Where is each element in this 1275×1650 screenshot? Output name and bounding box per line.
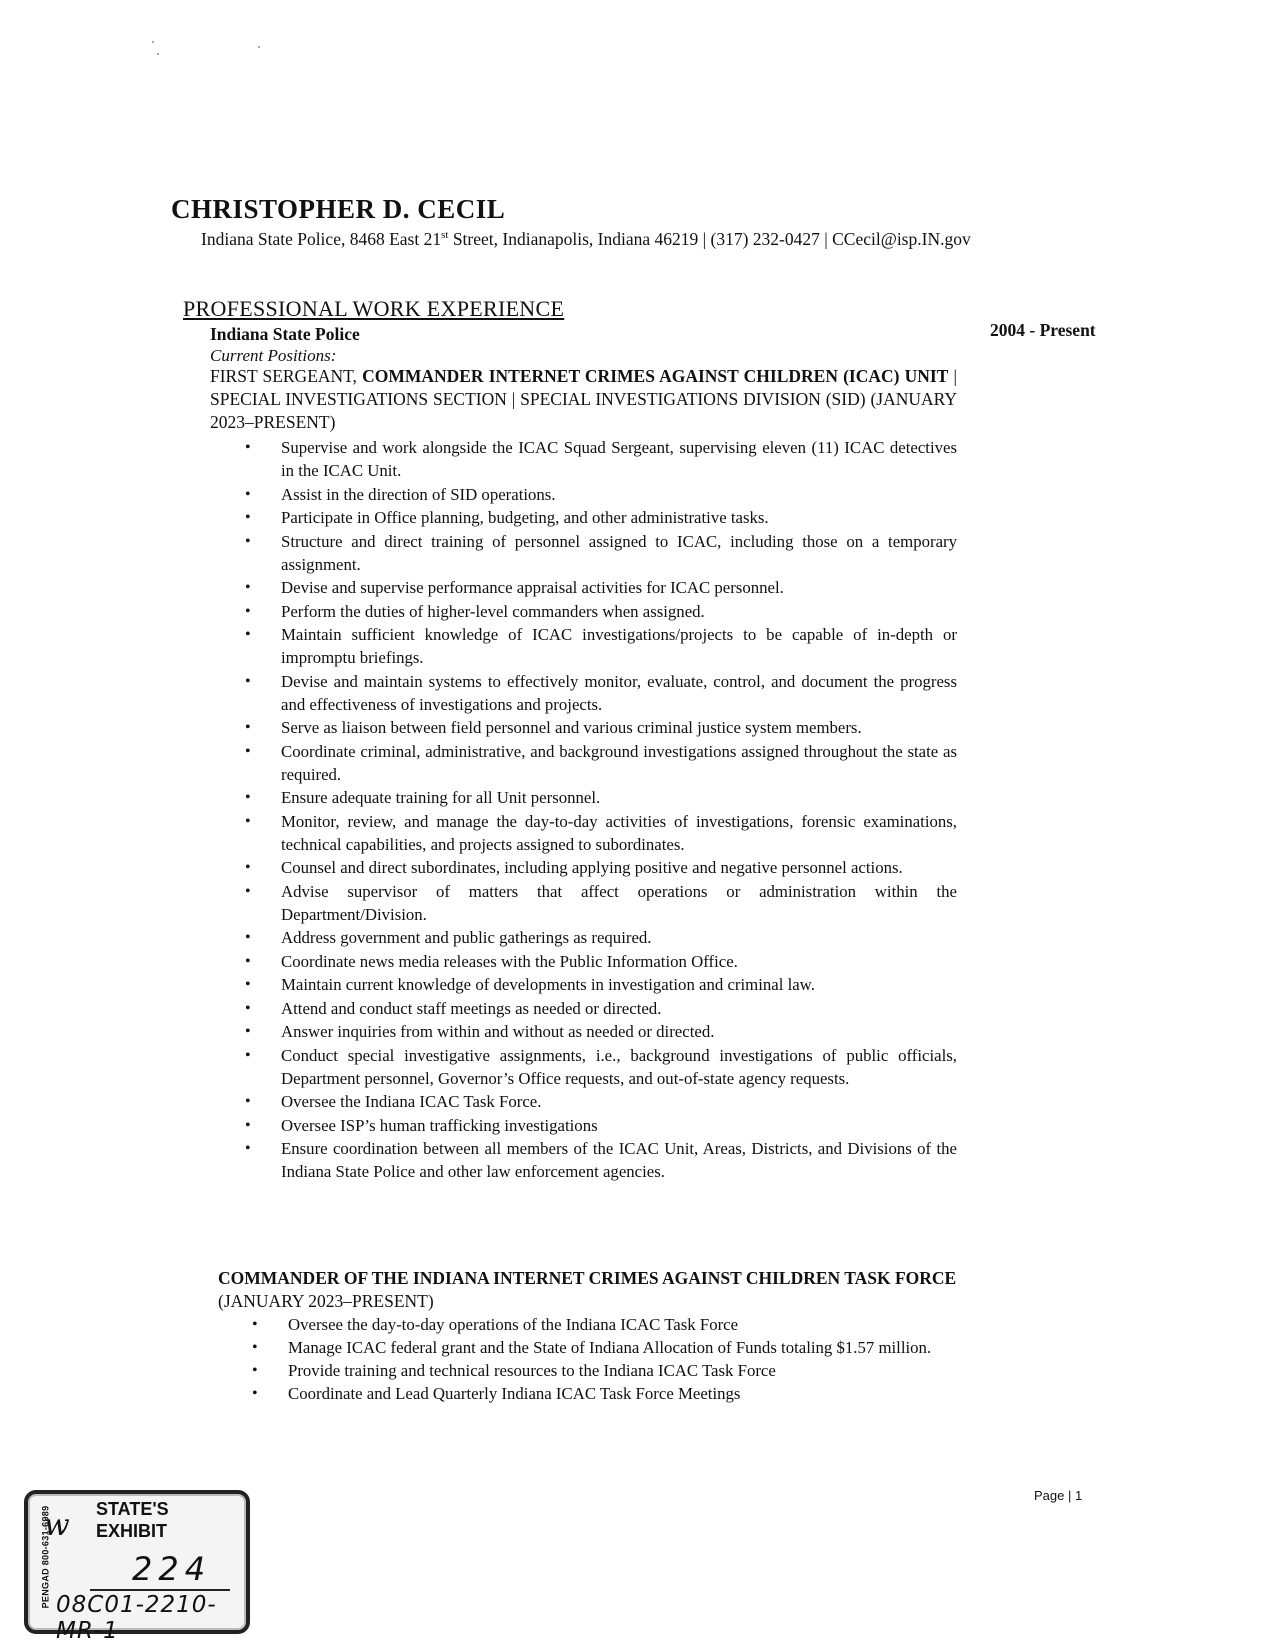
taskforce-duties-list — [288, 1313, 940, 1405]
position-title — [210, 365, 957, 434]
sticker-vendor-code: PENGAD 800-631-6989 — [40, 1505, 51, 1609]
list-item: • Structure and direct training of personnel assigned to ICAC, including those on a temporary assignment. — [281, 530, 957, 576]
sticker-title-line1: STATE'S — [96, 1499, 169, 1519]
list-item: • Maintain sufficient knowledge of ICAC investigations/projects to be capable of in-depth or impromptu briefings. — [281, 623, 957, 669]
page-number: Page | 1 — [1034, 1488, 1083, 1503]
list-item: • Participate in Office planning, budgeting, and other administrative tasks. — [281, 506, 957, 529]
list-item: • Oversee the day-to-day operations of the Indiana ICAC Task Force — [288, 1313, 940, 1336]
list-item: • Supervise and work alongside the ICAC Squad Sergeant, supervising eleven (11) ICAC detectives in the ICAC Unit. — [281, 436, 957, 482]
position-unit: COMMANDER INTERNET CRIMES AGAINST CHILDREN (ICAC) UNIT — [362, 366, 949, 386]
current-positions-label: Current Positions: — [210, 346, 337, 365]
case-number: 08C01-2210-MR-1 — [56, 1592, 217, 1644]
list-item: • Oversee ISP’s human trafficking investigations — [281, 1114, 957, 1137]
taskforce-dates: (JANUARY 2023–PRESENT) — [218, 1291, 434, 1311]
list-item: • Coordinate criminal, administrative, and background investigations assigned throughout the state as required. — [281, 740, 957, 786]
list-item: • Monitor, review, and manage the day-to-day activities of investigations, forensic examinations, technical capabilities, and projects assigned to subordinates. — [281, 810, 957, 856]
list-item: • Address government and public gatherings as required. — [281, 926, 957, 949]
duties-list — [281, 436, 957, 1184]
sticker-initials: w — [44, 1508, 70, 1543]
contact-ordinal: st — [441, 229, 449, 242]
list-item: • Maintain current knowledge of developments in investigation and criminal law. — [281, 973, 957, 996]
contact-line — [201, 229, 971, 250]
exhibit-sticker — [24, 1490, 250, 1644]
employment-dates: 2004 - Present — [990, 320, 1096, 340]
sticker-title — [96, 1498, 169, 1542]
position-rank: FIRST SERGEANT, — [210, 366, 363, 386]
list-item: • Assist in the direction of SID operations. — [281, 483, 957, 506]
list-item: • Provide training and technical resources to the Indiana ICAC Task Force — [288, 1359, 940, 1382]
list-item: • Counsel and direct subordinates, including applying positive and negative personnel actions. — [281, 856, 957, 879]
contact-details: Street, Indianapolis, Indiana 46219 | (317) 232-0427 | CCecil@isp.IN.gov — [448, 229, 971, 249]
exhibit-number: 224 — [132, 1550, 212, 1588]
list-item: • Answer inquiries from within and without as needed or directed. — [281, 1020, 957, 1043]
list-item: • Serve as liaison between field personnel and various criminal justice system members. — [281, 716, 957, 739]
taskforce-title: COMMANDER OF THE INDIANA INTERNET CRIMES AGAINST CHILDREN TASK FORCE — [218, 1268, 957, 1288]
position-section: | SPECIAL INVESTIGATIONS SECTION | SPECIAL INVESTIGATIONS DIVISION (SID) (JANUARY 2023–PRESENT) — [210, 366, 957, 432]
contact-address: Indiana State Police, 8468 East 21 — [201, 229, 442, 249]
section-heading: PROFESSIONAL WORK EXPERIENCE — [183, 296, 565, 321]
sticker-divider — [90, 1589, 230, 1591]
list-item: • Attend and conduct staff meetings as needed or directed. — [281, 997, 957, 1020]
page-title: CHRISTOPHER D. CECIL — [171, 194, 506, 224]
list-item: • Manage ICAC federal grant and the State of Indiana Allocation of Funds totaling $1.57 million. — [288, 1336, 940, 1359]
list-item: • Oversee the Indiana ICAC Task Force. — [281, 1090, 957, 1113]
list-item: • Ensure coordination between all members of the ICAC Unit, Areas, Districts, and Divisions of the Indiana State Police and other law enforcement agencies. — [281, 1137, 957, 1183]
list-item: • Perform the duties of higher-level commanders when assigned. — [281, 600, 957, 623]
list-item: • Devise and maintain systems to effectively monitor, evaluate, control, and document the progress and effectiveness of investigations and projects. — [281, 670, 957, 716]
sticker-title-line2: EXHIBIT — [96, 1521, 168, 1541]
position-title-taskforce — [218, 1267, 965, 1313]
list-item: • Devise and supervise performance appraisal activities for ICAC personnel. — [281, 576, 957, 599]
list-item: • Conduct special investigative assignments, i.e., background investigations of public officials, Department personnel, Governor’s Office requests, and out-of-state agency requests. — [281, 1044, 957, 1090]
list-item: • Ensure adequate training for all Unit personnel. — [281, 786, 957, 809]
employer-name: Indiana State Police — [210, 324, 360, 344]
list-item: • Advise supervisor of matters that affect operations or administration within the Department/Division. — [281, 880, 957, 926]
list-item: • Coordinate and Lead Quarterly Indiana ICAC Task Force Meetings — [288, 1382, 940, 1405]
list-item: • Coordinate news media releases with the Public Information Office. — [281, 950, 957, 973]
